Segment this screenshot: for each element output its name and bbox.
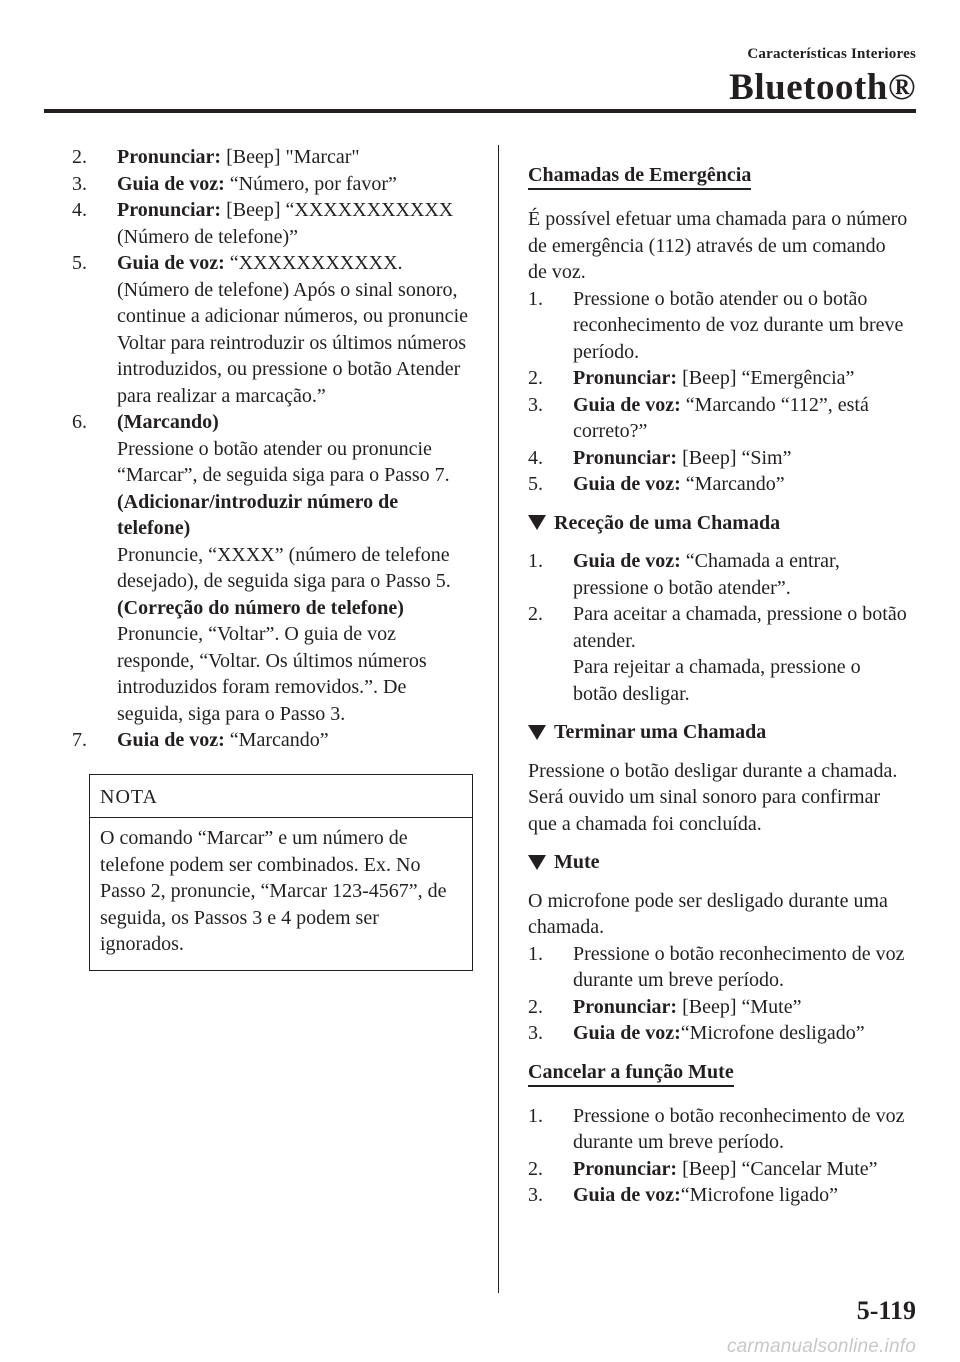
column-divider <box>498 145 499 1293</box>
step-label: Pronunciar: <box>117 146 222 168</box>
step-text: [Beep] “Sim” <box>677 446 792 469</box>
step-text: “Marcando “112”, está correto?” <box>573 393 869 442</box>
step-number: 2. <box>72 146 87 168</box>
sub-heading: (Adicionar/introduzir número de telefone) <box>117 490 399 539</box>
step-number: 3. <box>528 393 543 416</box>
step-text: Pressione o botão reconhecimento de voz durante um breve período. <box>573 942 905 991</box>
list-item <box>72 727 472 754</box>
list-item <box>72 171 472 198</box>
step-number: 2. <box>528 1157 543 1180</box>
list-item <box>528 445 908 472</box>
step-number: 3. <box>72 172 87 195</box>
step-label: Pronunciar: <box>573 367 678 389</box>
step-number: 1. <box>528 550 543 572</box>
mute-intro: O microfone pode ser desligado durante uma chamada. <box>528 889 888 938</box>
step-text: Pressione o botão atender ou o botão reconhecimento de voz durante um breve período. <box>573 287 904 363</box>
cancel-mute-heading: Cancelar a função Mute <box>528 1060 734 1087</box>
list-item <box>72 144 472 171</box>
step-label: Guia de voz: <box>573 473 681 495</box>
step-label: Pronunciar: <box>573 995 678 1018</box>
step-number: 2. <box>528 367 543 389</box>
list-item <box>528 1156 908 1183</box>
step-label: Pronunciar: <box>573 1157 678 1180</box>
note-box <box>89 774 473 971</box>
step-text: “Microfone desligado” <box>680 1022 865 1044</box>
step-label: Guia de voz: <box>117 172 225 195</box>
step-number: 4. <box>528 446 543 469</box>
triangle-down-icon <box>528 855 546 870</box>
triangle-down-icon <box>528 725 546 740</box>
list-item <box>528 471 908 498</box>
receive-heading <box>528 510 908 537</box>
step-number: 2. <box>528 603 543 625</box>
step-number: 3. <box>528 1184 543 1206</box>
step-number: 2. <box>528 995 543 1018</box>
step-text: “Microfone ligado” <box>680 1184 838 1206</box>
list-item <box>528 1103 908 1156</box>
step-text: “Marcando” <box>224 729 329 751</box>
emergency-heading: Chamadas de Emergência <box>528 163 751 190</box>
step-text: “XXXXXXXXXXX. (Número de telefone) Após o sinal sonoro, continue a adicionar números, ou pronuncie Voltar para reintroduzir os últimos números introduzidos, ou pressione o botão Atender para realizar a marcação.” <box>117 252 468 407</box>
step-text: Pressione o botão atender ou pronuncie “Marcar”, de seguida siga para o Passo 7. <box>117 437 450 486</box>
list-item-step-6 <box>72 409 472 727</box>
step-label: Pronunciar: <box>573 446 678 469</box>
section-title: Mute <box>554 851 600 873</box>
step-number: 5. <box>72 252 87 274</box>
header-rule <box>44 109 916 113</box>
step-label: Guia de voz: <box>573 550 681 572</box>
list-item <box>528 601 908 707</box>
step-number: 5. <box>528 473 543 495</box>
step-text: Pronuncie, “Voltar”. O guia de voz responde, “Voltar. Os últimos números introduzidos foram removidos.”. De seguida, siga para o Passo 3. <box>117 623 427 725</box>
list-item <box>528 548 908 601</box>
list-item <box>528 1020 908 1047</box>
left-column <box>72 144 472 971</box>
step-number: 6. <box>72 411 87 433</box>
step-text: [Beep] “Mute” <box>677 995 802 1018</box>
step-number: 4. <box>72 199 87 221</box>
step-label: Guia de voz: <box>573 1184 681 1206</box>
chapter-name: Características Interiores <box>747 46 916 62</box>
step-number: 1. <box>528 1104 543 1127</box>
list-item <box>528 392 908 445</box>
step-text: [Beep] “XXXXXXXXXXX (Número de telefone)” <box>117 199 454 248</box>
end-call-text: Pressione o botão desligar durante a chamada. Será ouvido um sinal sonoro para confirmar que a chamada foi concluída. <box>528 759 898 835</box>
mute-heading <box>528 849 908 876</box>
section-title: Receção de uma Chamada <box>554 511 781 534</box>
step-number: 1. <box>528 287 543 310</box>
step-text: [Beep] “Emergência” <box>677 367 855 389</box>
section-title: Terminar uma Chamada <box>554 721 767 743</box>
sub-heading: (Marcando) <box>117 411 219 433</box>
step-text: Para aceitar a chamada, pressione o botão atender. <box>573 603 907 652</box>
end-call-heading <box>528 719 908 746</box>
watermark: carmanualsonline.info <box>726 1336 916 1357</box>
list-item <box>528 941 908 994</box>
list-item <box>72 197 472 250</box>
list-item <box>528 994 908 1021</box>
step-text: “Número, por favor” <box>224 172 397 195</box>
step-text: “Chamada a entrar, pressione o botão atender”. <box>573 550 840 599</box>
step-label: Guia de voz: <box>573 393 681 416</box>
triangle-down-icon <box>528 515 546 530</box>
step-label: Guia de voz: <box>117 252 225 274</box>
step-text: [Beep] "Marcar" <box>221 146 360 168</box>
step-text: [Beep] “Cancelar Mute” <box>677 1157 878 1180</box>
list-item <box>528 365 908 392</box>
step-text: “Marcando” <box>680 473 785 495</box>
list-item <box>528 286 908 366</box>
step-number: 1. <box>528 942 543 965</box>
step-label: Guia de voz: <box>117 729 225 751</box>
note-body: O comando “Marcar” e um número de telefone podem ser combinados. Ex. No Passo 2, pronuncie, “Marcar 123-4567”, de seguida, os Passos 3 e 4 podem ser ignorados. <box>100 827 447 955</box>
list-item <box>72 250 472 409</box>
step-label: Guia de voz: <box>573 1022 681 1044</box>
page-number: 5-119 <box>856 1296 916 1325</box>
sub-heading: (Correção do número de telefone) <box>117 596 404 619</box>
step-text: Pronuncie, “XXXX” (número de telefone desejado), de seguida siga para o Passo 5. <box>117 543 451 592</box>
step-text: Pressione o botão reconhecimento de voz durante um breve período. <box>573 1104 905 1153</box>
step-number: 3. <box>528 1022 543 1044</box>
right-column <box>528 162 908 1209</box>
note-title: NOTA <box>90 775 472 819</box>
step-text: Para rejeitar a chamada, pressione o botão desligar. <box>573 656 861 705</box>
list-item <box>528 1182 908 1209</box>
step-number: 7. <box>72 729 87 751</box>
emergency-intro: É possível efetuar uma chamada para o número de emergência (112) através de um comando de voz. <box>528 208 908 283</box>
page-title: Bluetooth® <box>729 67 916 108</box>
step-label: Pronunciar: <box>117 199 222 221</box>
